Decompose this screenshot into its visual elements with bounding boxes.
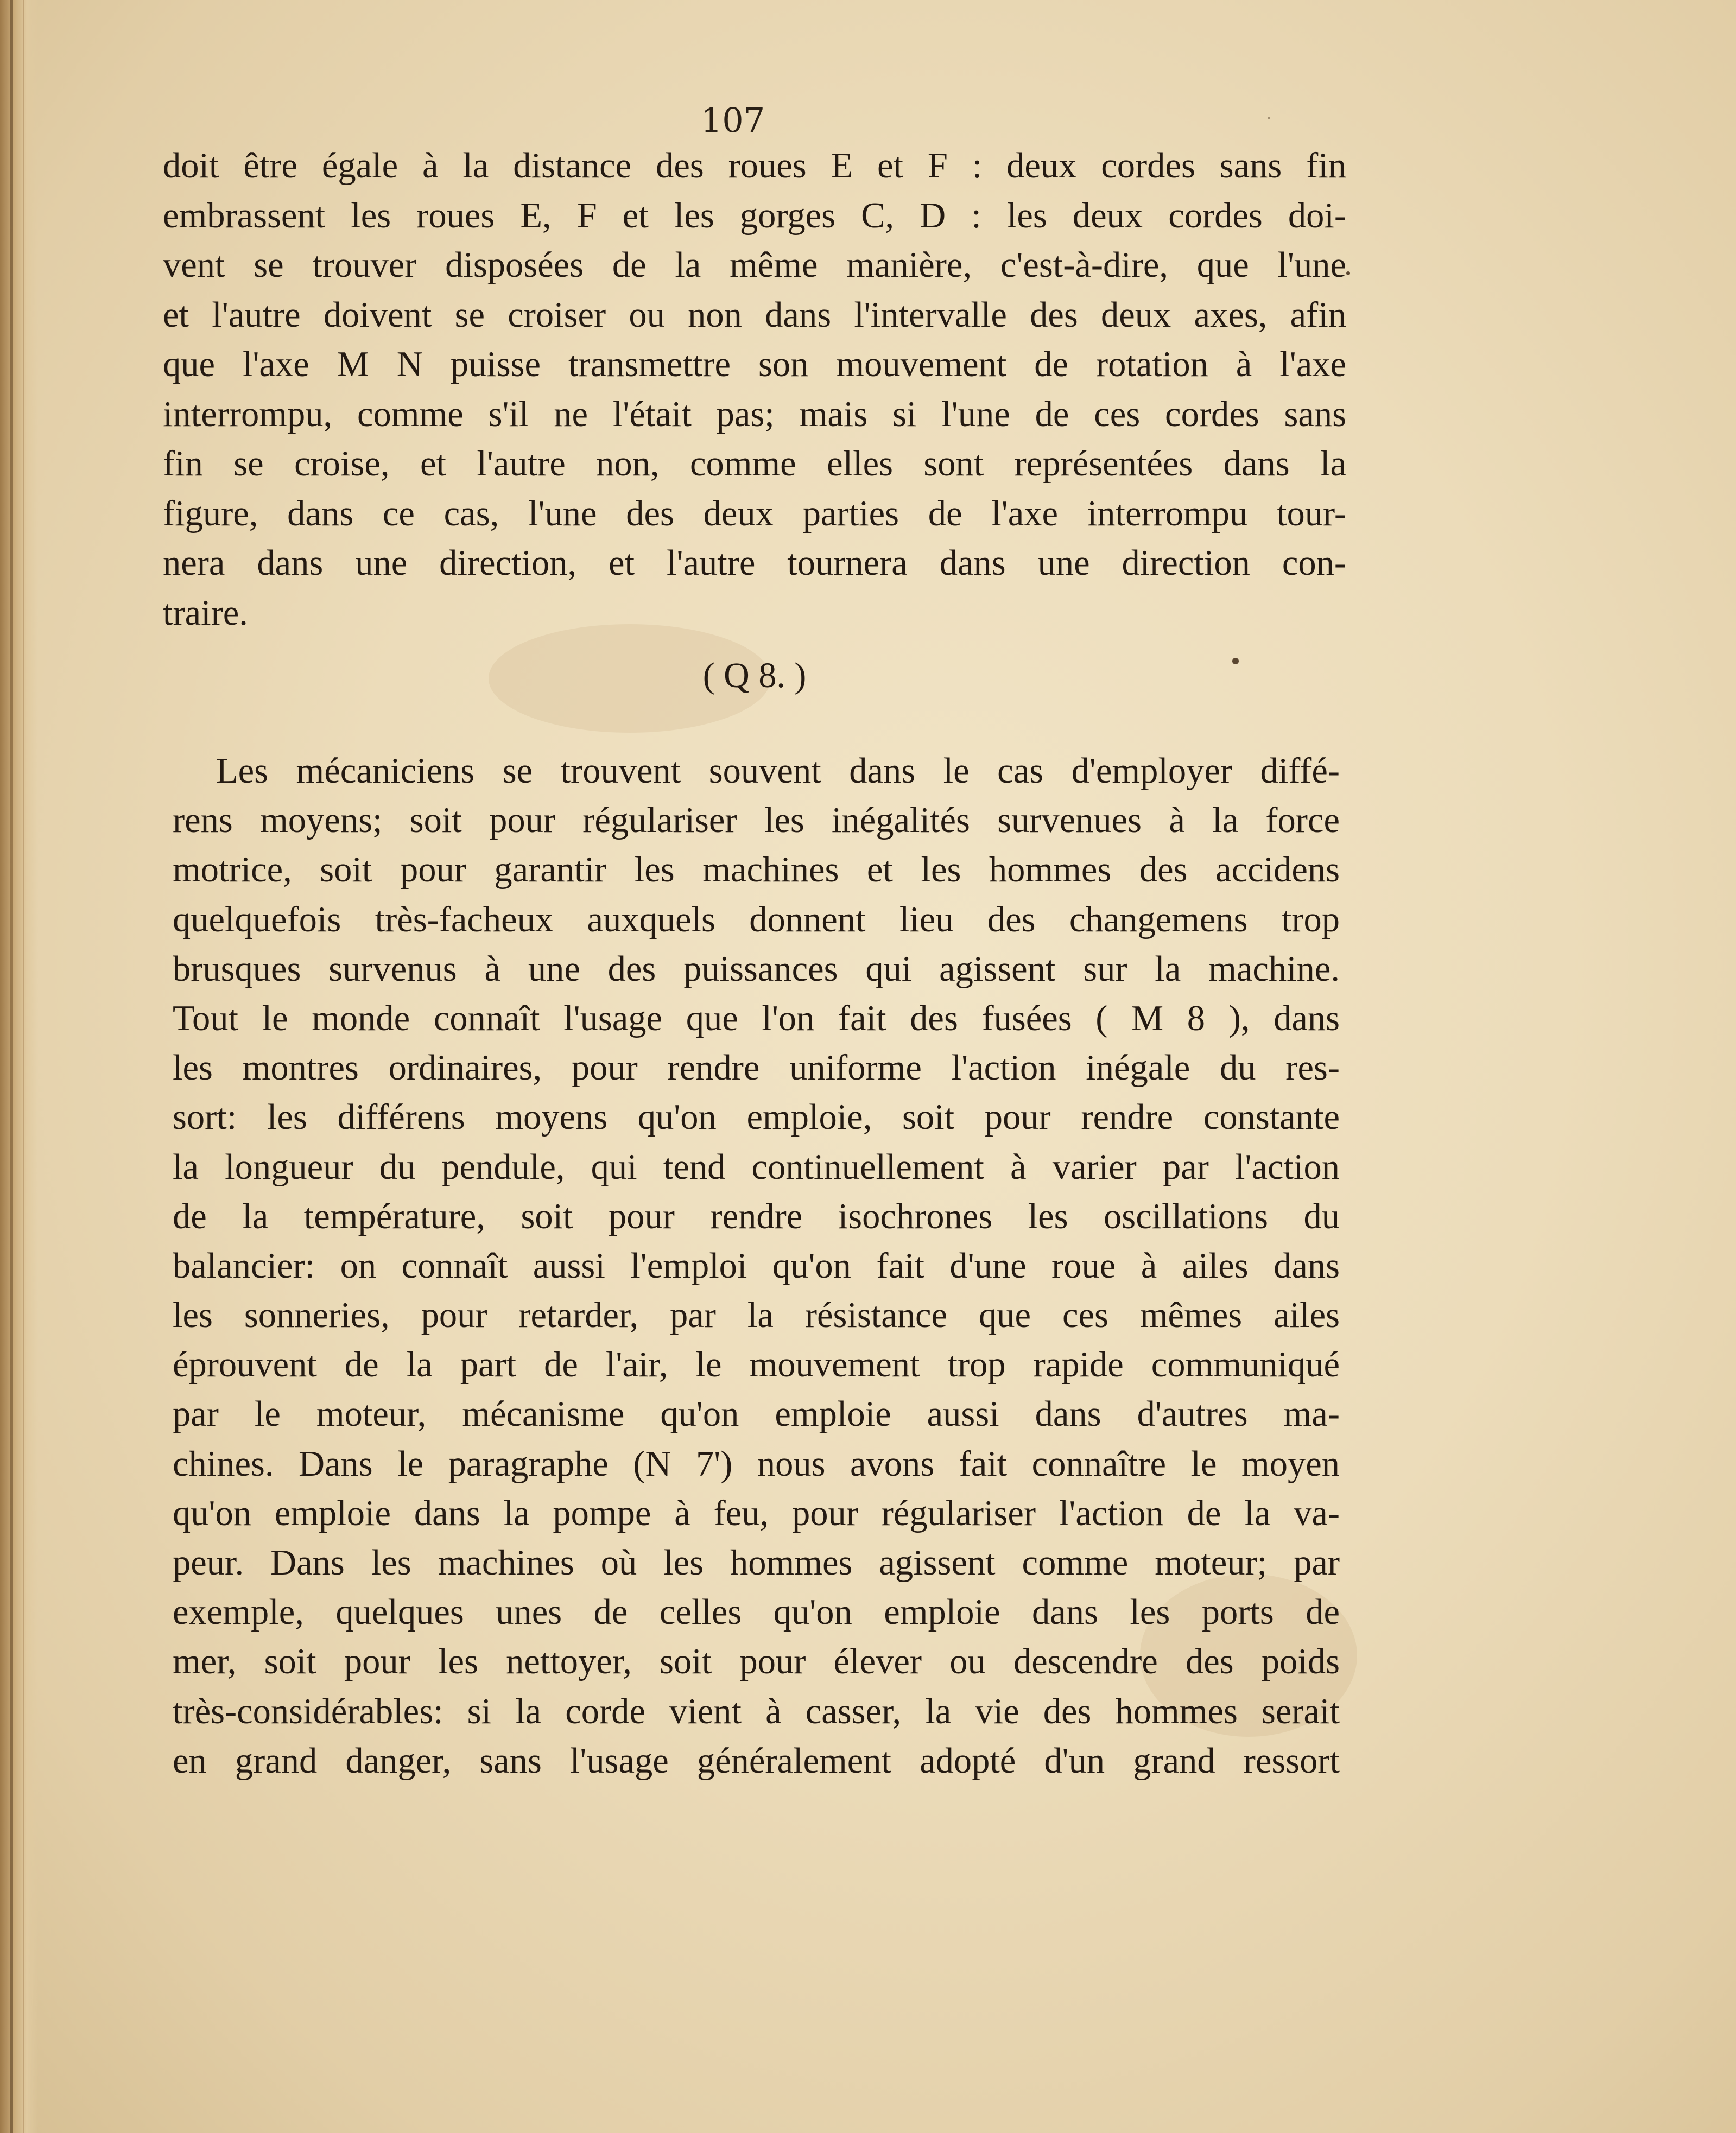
text-line: les montres ordinaires, pour rendre uniforme l'action inégale du res- xyxy=(173,1048,1340,1088)
text-line: doit être égale à la distance des roues E et F : deux cordes sans fin xyxy=(163,146,1346,186)
text-line: traire. xyxy=(163,593,248,633)
text-line: qu'on emploie dans la pompe à feu, pour régulariser l'action de la va- xyxy=(173,1493,1340,1533)
text-line: très-considérables: si la corde vient à casser, la vie des hommes serait xyxy=(173,1691,1340,1731)
text-line: vent se trouver disposées de la même manière, c'est-à-dire, que l'une xyxy=(163,245,1346,285)
paragraph-1 xyxy=(163,141,1346,735)
text-line: embrassent les roues E, F et les gorges C, D : les deux cordes doi- xyxy=(163,195,1346,236)
text-line: et l'autre doivent se croiser ou non dans l'intervalle des deux axes, afin xyxy=(163,295,1346,335)
binding-gutter xyxy=(0,0,38,2133)
text-line: brusques survenus à une des puissances qui agissent sur la machine. xyxy=(173,949,1340,989)
text-line: Tout le monde connaît l'usage que l'on fait des fusées ( M 8 ), dans xyxy=(173,998,1340,1038)
text-line: quelquefois très-facheux auxquels donnent lieu des changemens trop xyxy=(173,899,1340,939)
text-line: la longueur du pendule, qui tend continuellement à varier par l'action xyxy=(173,1147,1340,1187)
text-line: peur. Dans les machines où les hommes agissent comme moteur; par xyxy=(173,1543,1340,1583)
page-number: 107 xyxy=(700,100,765,140)
binding-edge xyxy=(10,0,13,2133)
paragraph-2 xyxy=(173,746,1340,1786)
text-line: sort: les différens moyens qu'on emploie, soit pour rendre constante xyxy=(173,1097,1340,1138)
text-line: éprouvent de la part de l'air, le mouvement trop rapide communiqué xyxy=(173,1345,1340,1385)
text-line: en grand danger, sans l'usage généralement adopté d'un grand ressort xyxy=(173,1741,1340,1781)
text-line: figure, dans ce cas, l'une des deux parties de l'axe interrompu tour- xyxy=(163,493,1346,534)
text-line: de la température, soit pour rendre isochrones les oscillations du xyxy=(173,1196,1340,1236)
text-line: exemple, quelques unes de celles qu'on emploie dans les ports de xyxy=(173,1592,1340,1633)
text-line: motrice, soit pour garantir les machines et les hommes des accidens xyxy=(173,850,1340,890)
text-line: balancier: on connaît aussi l'emploi qu'on fait d'une roue à ailes dans xyxy=(173,1246,1340,1286)
text-line: les sonneries, pour retarder, par la résistance que ces mêmes ailes xyxy=(173,1296,1340,1336)
text-line: nera dans une direction, et l'autre tournera dans une direction con- xyxy=(163,543,1346,583)
text-line: interrompu, comme s'il ne l'était pas; mais si l'une de ces cordes sans xyxy=(163,394,1346,434)
text-line: mer, soit pour les nettoyer, soit pour élever ou descendre des poids xyxy=(173,1642,1340,1682)
text-line: par le moteur, mécanisme qu'on emploie aussi dans d'autres ma- xyxy=(173,1394,1340,1434)
text-line: rens moyens; soit pour régulariser les inégalités survenues à la force xyxy=(173,801,1340,841)
ink-fleck xyxy=(1346,271,1350,275)
binding-edge-inner xyxy=(23,0,24,2133)
section-heading: ( Q 8. ) xyxy=(702,656,807,695)
ink-fleck xyxy=(1268,117,1270,119)
text-line: chines. Dans le paragraphe (N 7') nous avons fait connaître le moyen xyxy=(173,1444,1340,1484)
text-line: que l'axe M N puisse transmettre son mouvement de rotation à l'axe xyxy=(163,345,1346,384)
text-line: fin se croise, et l'autre non, comme elles sont représentées dans la xyxy=(163,444,1346,484)
text-line: Les mécaniciens se trouvent souvent dans le cas d'employer diffé- xyxy=(216,751,1340,791)
